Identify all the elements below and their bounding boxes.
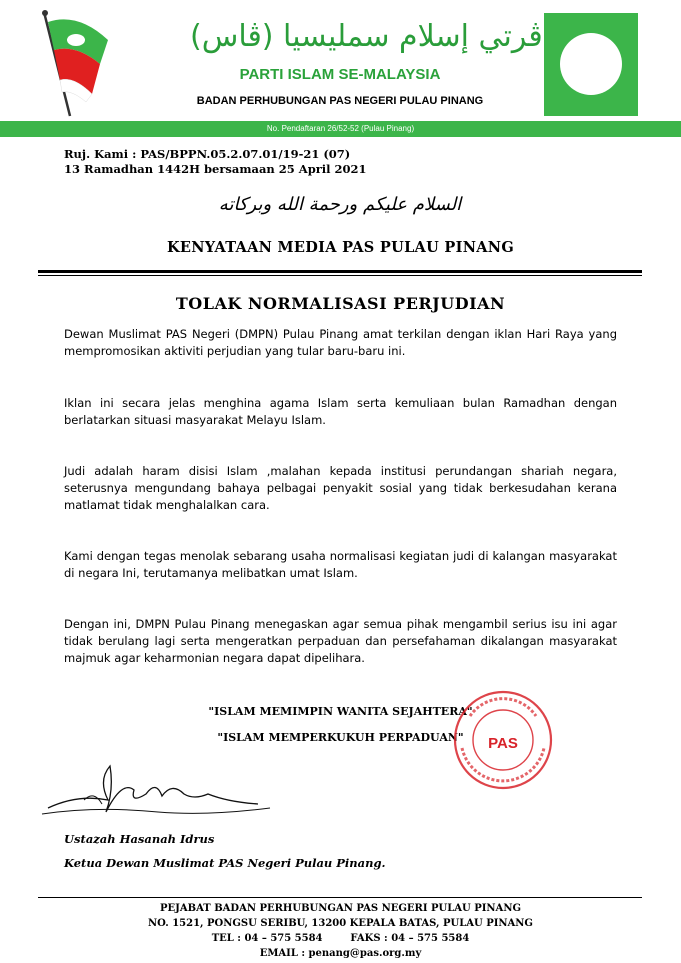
party-body-name: BADAN PERHUBUNGAN PAS NEGERI PULAU PINANG [196, 95, 484, 107]
paragraph-5: Dengan ini, DMPN Pulau Pinang menegaskan agar semua pihak mengambil serius isu ini agar tidak berulang lagi serta mengeratkan perpaduan dan persefahaman dikalangan masyarakat majmuk agar keharmonian negara dapat dipelihara. [64, 617, 617, 665]
footer-office: PEJABAT BADAN PERHUBUNGAN PAS NEGERI PULAU PINANG [160, 903, 521, 914]
white-circle-icon [560, 33, 622, 95]
motto-2: "ISLAM MEMPERKUKUH PERPADUAN" [217, 731, 464, 744]
pas-moon-logo [544, 13, 638, 116]
footer-rule [38, 897, 642, 898]
signer-title: Ketua Dewan Muslimat PAS Negeri Pulau Pinang. [64, 856, 386, 870]
paragraph-2: Iklan ini secara jelas menghina agama Islam serta kemuliaan bulan Ramadhan dengan berlatarkan situasi masyarakat Melayu Islam. [64, 396, 617, 427]
paragraph-1: Dewan Muslimat PAS Negeri (DMPN) Pulau Pinang amat terkilan dengan iklan Hari Raya yang mempromosikan aktiviti perjudian yang tular baru-baru ini. [64, 327, 617, 358]
paragraph-4: Kami dengan tegas menolak sebarang usaha normalisasi kegiatan judi di kalangan masyarakat di negara Ini, terutamanya melibatkan umat Islam. [64, 549, 617, 580]
heading-rule [38, 270, 642, 273]
registration-bar [0, 121, 681, 137]
handwritten-signature [38, 760, 278, 830]
heading-rule-thin [38, 275, 642, 276]
reference-block [64, 147, 367, 177]
arabic-salutation: السلام عليكم ورحمة الله وبركاته [218, 194, 462, 215]
pas-flag-logo [38, 10, 110, 118]
registration-number: No. Pendaftaran 26/52-52 (Pulau Pinang) [266, 124, 415, 133]
official-stamp [448, 688, 558, 792]
footer-phones: TEL : 04 – 575 5584 FAKS : 04 – 575 5584 [211, 933, 470, 944]
statement-title: TOLAK NORMALISASI PERJUDIAN [175, 294, 506, 313]
footer-address: NO. 1521, PONGSU SERIBU, 13200 KEPALA BATAS, PULAU PINANG [148, 918, 533, 929]
media-statement-heading: KENYATAAN MEDIA PAS PULAU PINANG [166, 239, 515, 256]
party-name: PARTI ISLAM SE-MALAYSIA [239, 66, 441, 83]
signer-name: Ustazah Hasanah Idrus [64, 832, 215, 846]
date-line: 13 Ramadhan 1442H bersamaan 25 April 2021 [64, 162, 367, 176]
stamp-label: PAS [488, 735, 518, 752]
paragraph-3: Judi adalah haram disisi Islam ,malahan kepada institusi perundangan shariah negara, seterusnya mengundang bahaya pelbagai penyakit sosial yang tidak berkesudahan kerana matlamat tidak menghalalkan cara. [64, 464, 617, 512]
reference-number: Ruj. Kami : PAS/BPPN.05.2.07.01/19-21 (07) [64, 147, 351, 161]
footer-email: EMAIL : penang@pas.org.my [259, 948, 422, 959]
arabic-party-logo: ڤرتي إسلام سمليسيا (ڤاس) [190, 19, 543, 54]
motto-1: "ISLAM MEMIMPIN WANITA SEJAHTERA" [208, 705, 473, 718]
